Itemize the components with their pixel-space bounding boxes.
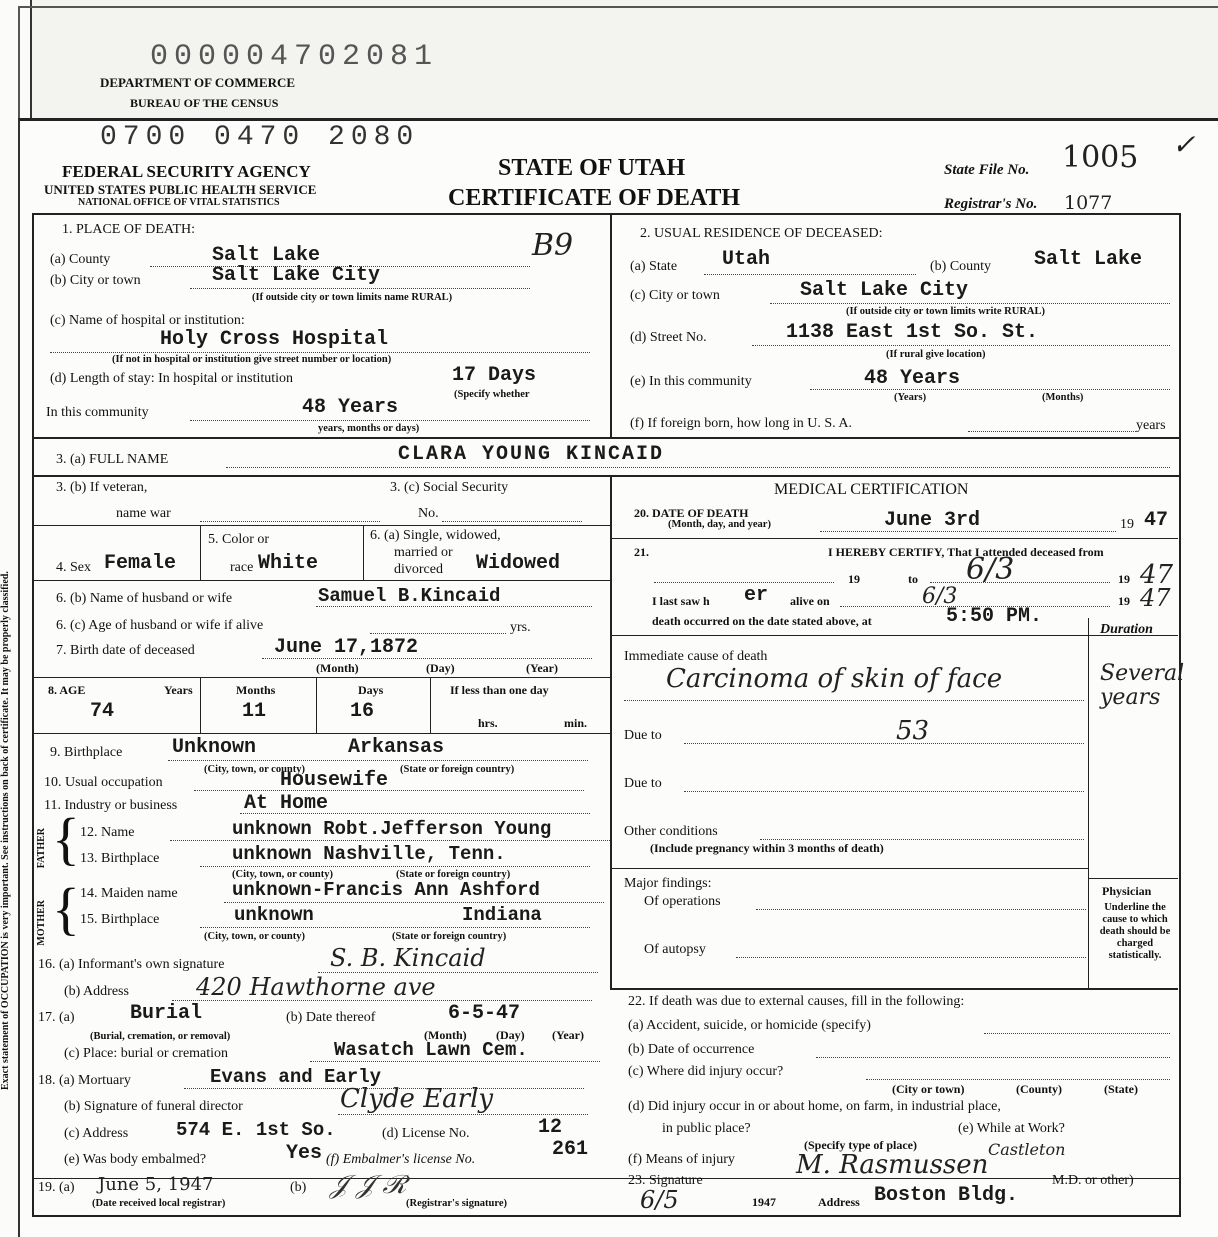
father-bp-state-note: (State or foreign country)	[396, 869, 511, 880]
divider	[34, 437, 1179, 439]
certify-text: I HEREBY CERTIFY, That I attended deceased from	[828, 545, 1104, 559]
attended-year: 47	[1140, 560, 1174, 590]
cause-line	[624, 700, 1084, 701]
divider	[34, 733, 610, 734]
address-label: Address	[818, 1195, 860, 1209]
dod-note: (Month, day, and year)	[668, 519, 771, 530]
external-c-line	[866, 1079, 1170, 1080]
embalmer-license-value: 261	[552, 1138, 589, 1161]
margin-note: Exact statement of OCCUPATION is very important. See instructions on back of certificate. It may be properly classified.	[0, 571, 11, 1090]
spouse-line	[316, 606, 592, 607]
physician-address: Boston Bldg.	[874, 1184, 1019, 1207]
attended-to-line	[930, 582, 1110, 583]
attended-from-line	[654, 582, 834, 583]
embalmed-value: Yes	[286, 1142, 323, 1165]
age-years-value: 74	[90, 700, 115, 723]
residence-title: 2. USUAL RESIDENCE OF DECEASED:	[640, 226, 883, 241]
external-f: (f) Means of injury	[628, 1152, 735, 1167]
months-note: (Months)	[1042, 392, 1084, 403]
age-days-value: 16	[350, 700, 375, 723]
alive-year: 47	[1140, 584, 1171, 612]
director-signature-line	[338, 1114, 588, 1115]
father-name-line	[170, 840, 610, 841]
industry-label: 11. Industry or business	[44, 798, 178, 813]
divider	[316, 677, 317, 733]
registrar-sig-label: (b)	[290, 1180, 307, 1195]
father-side-label: FATHER	[36, 828, 47, 869]
stay-label: (d) Length of stay: In hospital or institution	[50, 371, 294, 386]
divider	[34, 580, 610, 581]
spouse-value: Samuel B.Kincaid	[318, 585, 501, 607]
mother-maiden-value: unknown-Francis Ann Ashford	[232, 879, 540, 901]
stay-value: 17 Days	[452, 364, 537, 387]
sex-value: Female	[104, 552, 177, 575]
city-label: (b) City or town	[50, 273, 141, 288]
dod-year: 47	[1144, 509, 1169, 532]
day-note: (Day)	[426, 661, 455, 675]
father-brace: {	[52, 806, 80, 871]
birthplace-line	[168, 760, 588, 761]
check-mark: ✓	[1172, 128, 1196, 161]
mother-maiden-line	[224, 902, 604, 903]
street-line	[752, 345, 1170, 346]
state-line	[704, 274, 916, 275]
birth-date-label: 7. Birth date of deceased	[56, 643, 195, 658]
place-line	[310, 1061, 600, 1062]
state-value: Utah	[722, 248, 771, 271]
res-county-label: (b) County	[930, 259, 992, 274]
divider	[363, 525, 364, 580]
embalmer-license-label: (f) Embalmer's license No.	[326, 1152, 476, 1167]
mortuary-address-label: (c) Address	[64, 1126, 129, 1141]
month-note: (Month)	[316, 661, 359, 675]
cause-label: Immediate cause of death	[624, 649, 768, 664]
industry-line	[240, 813, 590, 814]
license-value: 12	[538, 1116, 563, 1139]
public-health-service: UNITED STATES PUBLIC HEALTH SERVICE	[44, 182, 317, 197]
castleton-note: Castleton	[988, 1140, 1066, 1159]
age-years-label: Years	[164, 683, 193, 697]
street-value: 1138 East 1st So. St.	[786, 321, 1039, 344]
full-name-label: 3. (a) FULL NAME	[56, 452, 169, 467]
community-label: In this community	[46, 405, 149, 420]
cause-duration: Several years	[1100, 661, 1185, 710]
father-name-value: unknown Robt.Jefferson Young	[232, 818, 552, 840]
alive-on-label: alive on	[790, 594, 830, 608]
marital-label: 6. (a) Single, widowed,	[370, 528, 501, 543]
informant-address-label: (b) Address	[64, 984, 129, 999]
state-file-number: 1005	[1062, 140, 1139, 175]
full-name-value: CLARA YOUNG KINCAID	[398, 443, 665, 466]
race-value: White	[258, 552, 319, 575]
registrar-signature: 𝒥 𝒥 ℛ	[330, 1170, 407, 1200]
alive-19: 19	[1118, 594, 1130, 608]
war-label: name war	[116, 506, 171, 521]
back-serial: 000004702081	[150, 40, 439, 74]
hospital-value: Holy Cross Hospital	[160, 328, 389, 351]
other-conditions-label: Other conditions	[624, 824, 718, 839]
divider	[612, 538, 1178, 539]
spouse-label: 6. (b) Name of husband or wife	[56, 591, 233, 606]
divider	[612, 868, 1088, 869]
color-label: 5. Color or	[208, 532, 270, 547]
mother-birthplace-line	[200, 927, 590, 928]
disposition-month-note: (Month)	[424, 1028, 467, 1042]
divider	[34, 677, 610, 678]
divider	[200, 525, 201, 580]
due-to-1-label: Due to	[624, 728, 662, 743]
cause-value: Carcinoma of skin of face	[666, 664, 1003, 694]
license-label: (d) License No.	[382, 1126, 470, 1141]
father-birthplace-line	[200, 866, 590, 867]
mortuary-value: Evans and Early	[210, 1066, 382, 1088]
informant-address-line	[172, 1000, 592, 1001]
major-findings-label: Major findings:	[624, 876, 712, 891]
foreign-years: years	[1136, 418, 1166, 433]
birth-date-line	[262, 658, 592, 659]
ss-line	[442, 521, 582, 522]
hospital-label: (c) Name of hospital or institution:	[50, 313, 245, 328]
birthplace-state-note: (State or foreign country)	[400, 764, 515, 775]
birthplace-label: 9. Birthplace	[50, 745, 123, 760]
county-label: (a) County	[50, 252, 111, 267]
certificate-title: CERTIFICATE OF DEATH	[448, 185, 741, 211]
married-label: married or	[394, 545, 453, 560]
res-community-line	[810, 389, 1170, 390]
city-value: Salt Lake City	[212, 264, 381, 287]
due-to-1-line	[684, 743, 1084, 744]
other-conditions-line	[760, 839, 1084, 840]
director-signature-label: (b) Signature of funeral director	[64, 1099, 243, 1114]
year-note: (Year)	[526, 661, 558, 675]
yrs-label: yrs.	[510, 620, 531, 635]
death-time-value: 5:50 PM.	[946, 605, 1043, 628]
mother-birthplace-label: 15. Birthplace	[80, 912, 160, 927]
physician-signature: M. Rasmussen	[796, 1150, 989, 1180]
city-note: (If outside city or town limits name RURAL)	[252, 292, 453, 303]
divider	[1088, 878, 1178, 879]
community-line	[190, 420, 590, 421]
sex-label: 4. Sex	[56, 560, 91, 575]
street-note: (If rural give location)	[886, 349, 986, 360]
marital-value: Widowed	[476, 552, 561, 575]
age-months-label: Months	[236, 683, 276, 697]
mortuary-label: 18. (a) Mortuary	[38, 1073, 131, 1088]
death-occurred-label: death occurred on the date stated above, at	[652, 614, 872, 628]
medical-title: MEDICAL CERTIFICATION	[774, 481, 969, 498]
father-bp-city-note: (City, town, or county)	[232, 869, 334, 880]
divider	[430, 677, 431, 733]
received-note: (Date received local registrar)	[92, 1198, 226, 1209]
father-birthplace-value: unknown Nashville, Tenn.	[232, 843, 506, 865]
social-security-label: 3. (c) Social Security	[390, 480, 509, 495]
informant-label: 16. (a) Informant's own signature	[38, 957, 225, 972]
mother-bp-state-note: (State or foreign country)	[392, 931, 507, 942]
full-name-line	[226, 467, 1170, 468]
received-date: June 5, 1947	[98, 1174, 214, 1195]
attended-to-19: 19	[1118, 572, 1130, 586]
spouse-age-label: 6. (c) Age of husband or wife if alive	[56, 618, 264, 633]
from-19: 19	[848, 572, 860, 586]
md-label: M.D. or other)	[1052, 1173, 1134, 1188]
external-b: (b) Date of occurrence	[628, 1042, 755, 1057]
community-note: years, months or days)	[318, 423, 420, 434]
back-department: DEPARTMENT OF COMMERCE	[100, 75, 296, 90]
vital-statistics-office: NATIONAL OFFICE OF VITAL STATISTICS	[78, 197, 280, 208]
due-to-2-line	[684, 791, 1084, 792]
handwritten-mark: B9	[532, 228, 574, 263]
place-label: (c) Place: burial or cremation	[64, 1046, 229, 1061]
divider	[1088, 618, 1089, 988]
divider	[612, 635, 1178, 636]
age-label: 8. AGE	[48, 683, 86, 697]
dod-value: June 3rd	[884, 509, 981, 532]
external-a: (a) Accident, suicide, or homicide (specify)	[628, 1018, 871, 1033]
disposition-date-label: (b) Date thereof	[286, 1010, 376, 1025]
external-city-note: (City or town)	[892, 1082, 965, 1096]
birth-date-value: June 17,1872	[274, 636, 419, 659]
war-line	[200, 521, 380, 522]
agency: FEDERAL SECURITY AGENCY	[62, 162, 311, 181]
hospital-note: (If not in hospital or institution give street number or location)	[112, 354, 392, 365]
divider	[34, 525, 610, 526]
external-b-line	[816, 1057, 1170, 1058]
disposition-year-note: (Year)	[552, 1028, 584, 1042]
foreign-line	[968, 431, 1136, 432]
mother-birthplace-state: Indiana	[462, 904, 542, 926]
industry-value: At Home	[244, 792, 329, 815]
last-saw-label: I last saw h	[652, 594, 710, 608]
occupation-line	[194, 790, 584, 791]
divider	[610, 475, 612, 990]
certificate-serial: 0700 0470 2080	[100, 122, 420, 153]
autopsy-line	[736, 957, 1086, 958]
divider	[200, 677, 201, 733]
signature-label: 23. Signature	[628, 1173, 703, 1188]
autopsy-label: Of autopsy	[644, 942, 706, 957]
to-label: to	[908, 572, 918, 586]
father-name-label: 12. Name	[80, 825, 135, 840]
res-city-label: (c) City or town	[630, 288, 720, 303]
min-label: min.	[564, 716, 588, 730]
county-value: Salt Lake	[212, 244, 321, 267]
res-community-value: 48 Years	[864, 367, 961, 390]
divider	[610, 215, 612, 437]
attended-to-value: 6/3	[966, 552, 1015, 587]
disposition-note: (Burial, cremation, or removal)	[90, 1031, 231, 1042]
external-state-note: (State)	[1104, 1082, 1138, 1096]
dod-line	[820, 531, 1116, 532]
dod-label: 20. DATE OF DEATH	[634, 506, 749, 520]
father-birthplace-label: 13. Birthplace	[80, 851, 160, 866]
due-to-1-value: 53	[896, 716, 930, 746]
registrar-sig-note: (Registrar's signature)	[406, 1198, 507, 1209]
mother-maiden-label: 14. Maiden name	[80, 886, 178, 901]
external-c: (c) Where did injury occur?	[628, 1064, 784, 1079]
last-saw-value: er	[744, 584, 769, 607]
age-days-label: Days	[358, 683, 384, 697]
signature-date: 6/5	[640, 1186, 679, 1214]
mortuary-address-value: 574 E. 1st So.	[176, 1119, 336, 1141]
res-county-value: Salt Lake	[1034, 248, 1143, 271]
received-label: 19. (a)	[38, 1180, 75, 1195]
disposition-value: Burial	[130, 1002, 203, 1025]
disposition-date-value: 6-5-47	[448, 1002, 521, 1025]
alive-on-value: 6/3	[922, 584, 958, 609]
res-city-note: (If outside city or town limits write RURAL)	[846, 306, 1045, 317]
external-e: (e) While at Work?	[958, 1121, 1065, 1136]
res-community-label: (e) In this community	[630, 374, 752, 389]
less-than-day-label: If less than one day	[450, 683, 549, 697]
specify-note: (Specify whether	[454, 389, 530, 400]
divorced-label: divorced	[394, 562, 443, 577]
disposition-day-note: (Day)	[496, 1028, 525, 1042]
external-a-line	[984, 1033, 1170, 1034]
state-title: STATE OF UTAH	[498, 155, 686, 181]
foreign-label: (f) If foreign born, how long in U. S. A.	[630, 416, 853, 431]
ss-no-label: No.	[418, 506, 439, 521]
mother-side-label: MOTHER	[36, 900, 47, 946]
informant-address-value: 420 Hawthorne ave	[196, 973, 436, 1001]
signature-year: 1947	[752, 1195, 776, 1209]
back-bureau: BUREAU OF THE CENSUS	[130, 96, 279, 110]
due-to-2-label: Due to	[624, 776, 662, 791]
state-label: (a) State	[630, 259, 678, 274]
divider	[612, 988, 1178, 990]
race-label: race	[230, 560, 254, 575]
physician-note: Underline the cause to which death should be charged statistically.	[1099, 902, 1171, 961]
disposition-label: 17. (a)	[38, 1010, 75, 1025]
occupation-value: Housewife	[280, 769, 389, 792]
state-file-label: State File No.	[944, 162, 1030, 178]
dod-year-prefix: 19	[1120, 517, 1134, 532]
birthplace-city: Unknown	[172, 736, 257, 759]
external-county-note: (County)	[1016, 1082, 1063, 1096]
mother-brace: {	[52, 876, 80, 941]
operations-line	[756, 909, 1086, 910]
divider	[34, 475, 1179, 477]
informant-signature: S. B. Kincaid	[330, 944, 486, 972]
birthplace-city-note: (City, town, or county)	[204, 764, 306, 775]
external-d2: in public place?	[662, 1121, 751, 1136]
operations-label: Of operations	[644, 894, 721, 909]
spouse-age-line	[370, 633, 506, 634]
duration-label: Duration	[1100, 622, 1153, 637]
res-city-value: Salt Lake City	[800, 279, 969, 302]
physician-note-title: Physician	[1102, 884, 1152, 898]
occupation-label: 10. Usual occupation	[44, 775, 163, 790]
mother-bp-city-note: (City, town, or county)	[204, 931, 306, 942]
director-signature: Clyde Early	[340, 1084, 494, 1114]
certify-number: 21.	[634, 545, 649, 559]
place-of-death-title: 1. PLACE OF DEATH:	[62, 222, 196, 237]
embalmed-label: (e) Was body embalmed?	[64, 1152, 207, 1167]
registrar-label: Registrar's No.	[944, 196, 1038, 212]
external-specify-note: (Specify type of place)	[804, 1138, 917, 1152]
city-line	[190, 288, 530, 289]
hospital-line	[50, 352, 590, 353]
mother-birthplace-city: unknown	[234, 904, 314, 926]
registrar-number: 1077	[1064, 192, 1113, 214]
community-value: 48 Years	[302, 396, 399, 419]
street-label: (d) Street No.	[630, 330, 707, 345]
age-months-value: 11	[242, 700, 267, 723]
birthplace-state: Arkansas	[348, 736, 445, 759]
place-value: Wasatch Lawn Cem.	[334, 1039, 528, 1061]
hrs-label: hrs.	[478, 716, 498, 730]
external-title: 22. If death was due to external causes, fill in the following:	[628, 994, 965, 1009]
other-conditions-note: (Include pregnancy within 3 months of death)	[650, 841, 884, 855]
years-note: (Years)	[894, 392, 927, 403]
external-d: (d) Did injury occur in or about home, on farm, in industrial place,	[628, 1099, 1001, 1114]
veteran-label: 3. (b) If veteran,	[56, 480, 148, 495]
res-city-line	[770, 303, 1170, 304]
